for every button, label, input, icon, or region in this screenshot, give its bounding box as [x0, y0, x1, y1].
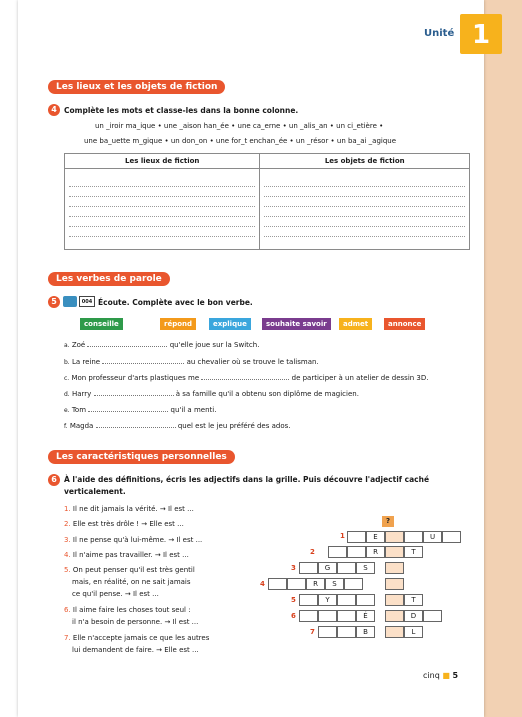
verb-souhaite-savoir: souhaite savoir [262, 318, 331, 330]
blank-e[interactable] [88, 405, 168, 412]
fiction-table [64, 153, 470, 250]
audio-icon[interactable] [63, 296, 77, 307]
crossword-cell-hidden[interactable] [385, 626, 404, 638]
row-number-4: 4 [260, 580, 265, 588]
verb-explique: explique [209, 318, 251, 330]
row-number-1: 1 [340, 532, 345, 540]
exercise-6-instruction-2: verticalement. [64, 487, 126, 496]
crossword-cell[interactable] [337, 610, 356, 622]
crossword-cell[interactable]: U [423, 531, 442, 543]
crossword-cell[interactable] [287, 578, 306, 590]
blank-a[interactable] [87, 340, 167, 347]
header-objects: Les objets de fiction [260, 154, 470, 169]
objects-answer-area[interactable] [260, 169, 470, 250]
row-number-3: 3 [291, 564, 296, 572]
word-list-line-2: une ba_uette m_gique • un don_on • une for_t enchan_ée • un _résor • un ba_ai _agique [84, 137, 397, 145]
side-band [484, 0, 522, 717]
header-places: Les lieux de fiction [65, 154, 260, 169]
exercise-number-4: 4 [48, 104, 60, 116]
row-number-5: 5 [291, 596, 296, 604]
crossword-cell[interactable] [299, 610, 318, 622]
definition-1: 1. Il ne dit jamais la vérité. → Il est ... [64, 505, 194, 513]
crossword-cell[interactable]: T [404, 594, 423, 606]
definition-6-line-2: il n'a besoin de personne. → Il est ... [72, 618, 199, 626]
crossword-cell[interactable] [268, 578, 287, 590]
verb-item-b: b. La reine au chevalier où se trouve le talisman. [64, 358, 319, 366]
crossword-cell-hidden[interactable] [385, 594, 404, 606]
crossword-cell[interactable]: S [325, 578, 344, 590]
crossword-cell[interactable] [337, 594, 356, 606]
verb-item-f: f. Magda quel est le jeu préféré des ados. [64, 422, 291, 430]
verb-item-c: c. Mon professeur d'arts plastiques me de participer à un atelier de dessin 3D. [64, 374, 429, 382]
row-number-6: 6 [291, 612, 296, 620]
page-number: 5 [452, 671, 459, 680]
crossword-cell[interactable] [337, 626, 356, 638]
blank-d[interactable] [94, 389, 174, 396]
footer-separator: ■ [442, 671, 450, 680]
crossword-cell[interactable] [423, 610, 442, 622]
crossword-cell[interactable]: S [356, 562, 375, 574]
crossword-cell[interactable] [347, 546, 366, 558]
crossword-cell[interactable]: R [306, 578, 325, 590]
crossword-cell[interactable] [356, 594, 375, 606]
crossword-cell[interactable]: T [404, 546, 423, 558]
definition-2: 2. Elle est très drôle ! → Elle est ... [64, 520, 184, 528]
verb-item-d: d. Harry à sa famille qu'il a obtenu son diplôme de magicien. [64, 390, 359, 398]
definition-7: 7. Elle n'accepte jamais ce que les autres [64, 634, 210, 642]
verb-annonce: annonce [384, 318, 425, 330]
exercise-number-5: 5 [48, 296, 60, 308]
crossword-cell-hidden[interactable] [385, 610, 404, 622]
crossword-cell[interactable]: E [366, 531, 385, 543]
exercise-6-instruction-1: À l'aide des définitions, écris les adjectifs dans la grille. Puis découvre l'adjectif caché [64, 475, 430, 484]
row-number-2: 2 [310, 548, 315, 556]
definition-5-line-2: mais, en réalité, on ne sait jamais [72, 578, 191, 586]
crossword-cell[interactable]: R [366, 546, 385, 558]
crossword-cell[interactable] [344, 578, 363, 590]
crossword-cell[interactable]: D [404, 610, 423, 622]
crossword-cell[interactable] [337, 562, 356, 574]
section-title-verbs: Les verbes de parole [48, 272, 170, 286]
crossword-cell[interactable] [347, 531, 366, 543]
verb-admet: admet [339, 318, 372, 330]
places-answer-area[interactable] [65, 169, 260, 250]
verb-repond: répond [160, 318, 196, 330]
exercise-4-instruction: Complète les mots et classe-les dans la bonne colonne. [64, 106, 299, 115]
crossword-cell[interactable] [442, 531, 461, 543]
row-number-7: 7 [310, 628, 315, 636]
word-list-line-1: un _iroir ma_ique • une _aison han_ée • une ca_erne • un _alis_an • un ci_etière • [95, 122, 384, 130]
crossword-cell[interactable] [328, 546, 347, 558]
crossword-cell[interactable] [318, 626, 337, 638]
crossword-cell[interactable] [299, 594, 318, 606]
section-title-fiction: Les lieux et les objets de fiction [48, 80, 225, 94]
crossword-cell[interactable] [299, 562, 318, 574]
verb-item-e: e. Tom qu'il a menti. [64, 406, 217, 414]
crossword-cell[interactable]: É [356, 610, 375, 622]
verb-item-a: a. Zoé qu'elle joue sur la Switch. [64, 341, 260, 349]
definition-4: 4. Il n'aime pas travailler. → Il est ... [64, 551, 189, 559]
definition-3: 3. Il ne pense qu'à lui-même. → Il est ... [64, 536, 203, 544]
crossword-cell[interactable] [318, 610, 337, 622]
verb-conseille: conseille [80, 318, 123, 330]
section-title-characteristics: Les caractéristiques personnelles [48, 450, 235, 464]
exercise-number-6: 6 [48, 474, 60, 486]
unit-label: Unité [424, 28, 455, 39]
definition-6: 6. Il aime faire les choses tout seul : [64, 606, 191, 614]
audio-track-code: 004 [79, 296, 95, 307]
crossword-cell-hidden[interactable] [385, 531, 404, 543]
mystery-marker: ? [382, 516, 394, 527]
crossword-cell-hidden[interactable] [385, 546, 404, 558]
exercise-5-instruction: Écoute. Complète avec le bon verbe. [98, 298, 253, 307]
unit-badge: 1 [460, 14, 502, 54]
definition-5: 5. On peut penser qu'il est très gentil [64, 566, 195, 574]
crossword-cell[interactable]: G [318, 562, 337, 574]
blank-b[interactable] [102, 357, 184, 364]
crossword-cell-hidden[interactable] [385, 562, 404, 574]
crossword-cell[interactable]: B [356, 626, 375, 638]
page-footer [423, 671, 458, 680]
blank-c[interactable] [201, 373, 289, 380]
footer-word: cinq [423, 671, 440, 680]
definition-7-line-2: lui demandent de faire. → Elle est ... [72, 646, 199, 654]
crossword-cell[interactable]: Y [318, 594, 337, 606]
crossword-cell[interactable] [404, 531, 423, 543]
crossword-cell[interactable]: L [404, 626, 423, 638]
definition-5-line-3: ce qu'il pense. → Il est ... [72, 590, 159, 598]
blank-f[interactable] [96, 421, 176, 428]
crossword-cell-hidden[interactable] [385, 578, 404, 590]
